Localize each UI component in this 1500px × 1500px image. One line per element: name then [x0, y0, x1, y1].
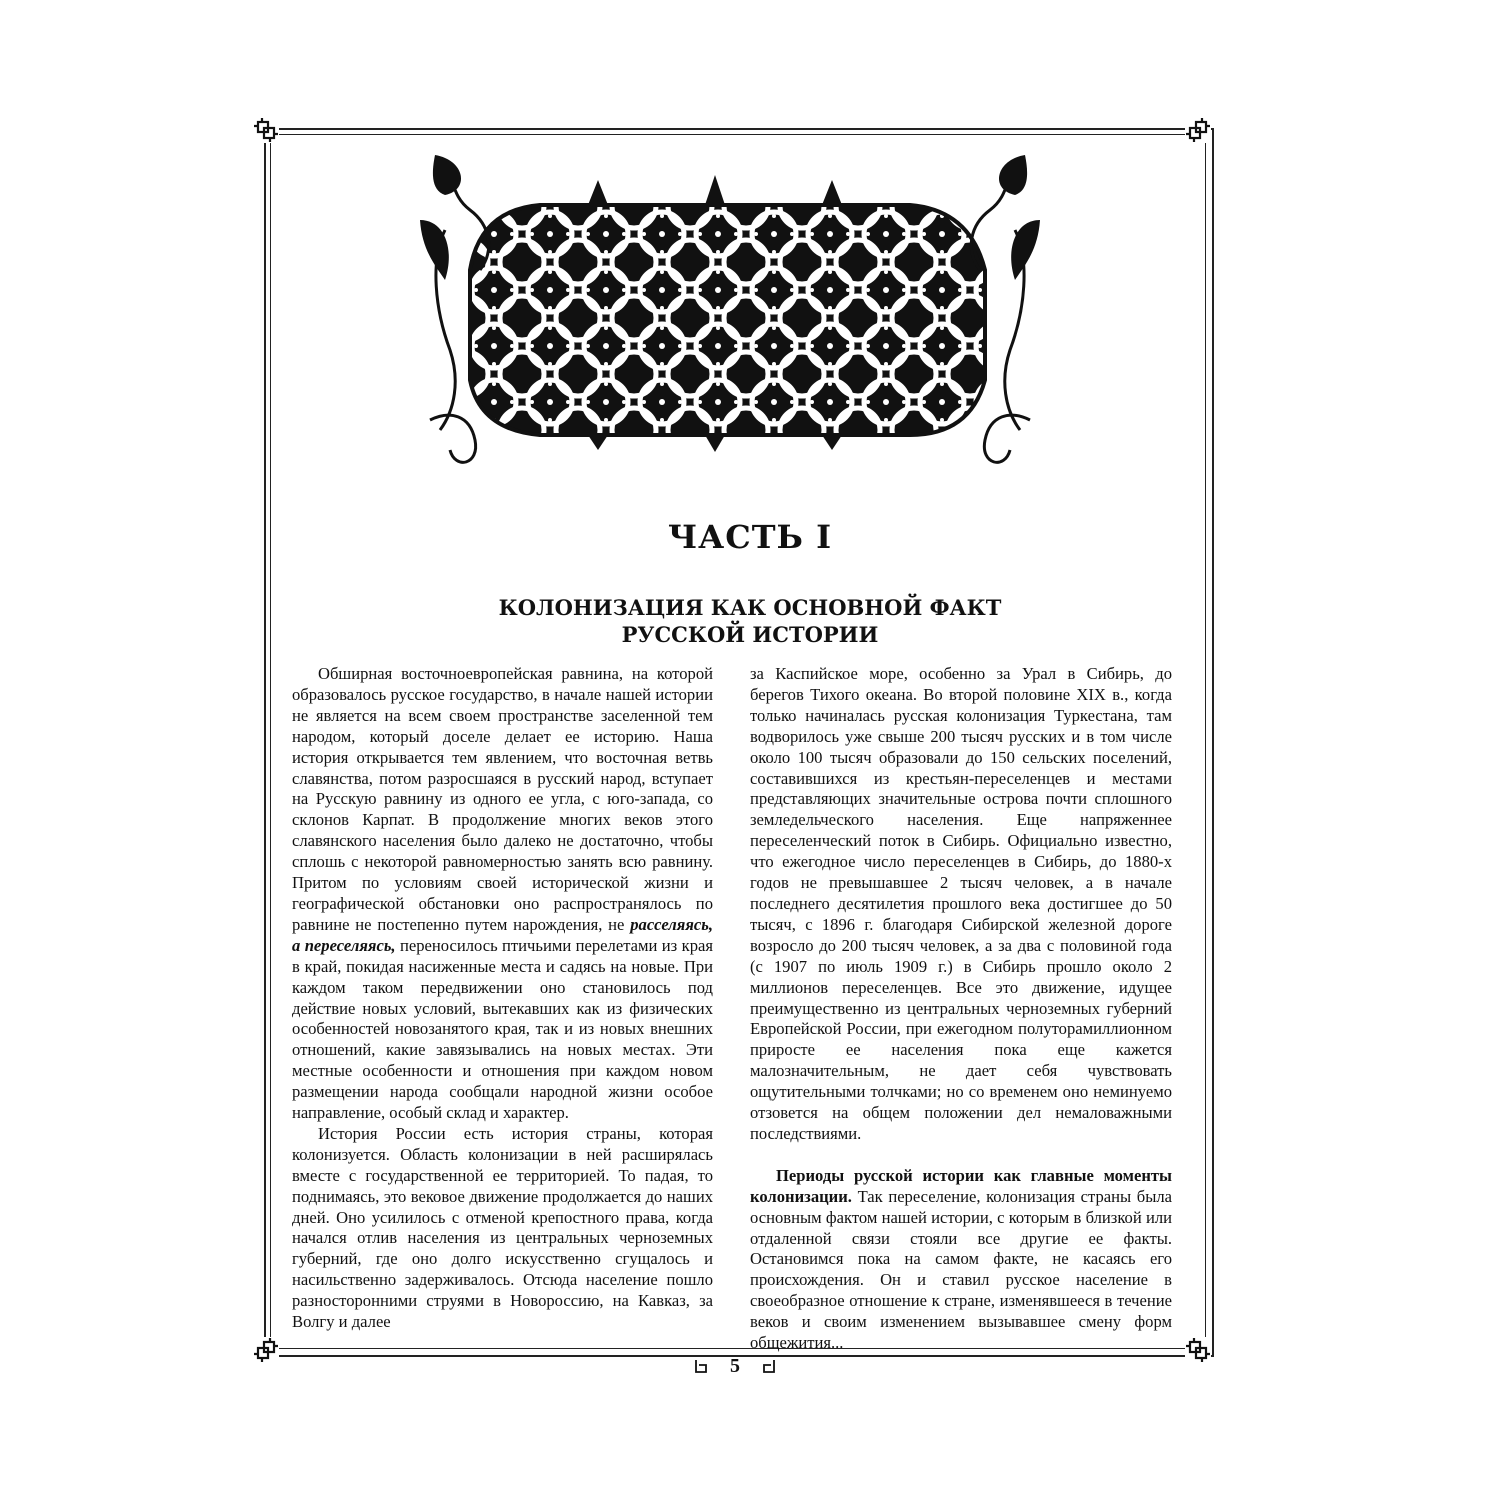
- part-title: ЧАСТЬ I: [667, 518, 833, 556]
- corner-knot-ornament: [1185, 1337, 1211, 1363]
- corner-knot-ornament: [253, 1337, 279, 1363]
- page-footer: [680, 1355, 790, 1381]
- corner-knot-ornament: [253, 117, 279, 143]
- chapter-title-line: КОЛОНИЗАЦИЯ КАК ОСНОВНОЙ ФАКТ: [498, 595, 1002, 620]
- paragraph-text: Обширная восточноевропейская равнина, на которой образовалось русское государство, в начале нашей истории не является на всем своем пространстве заселенной тем народом, который доселе делает ее историю. Наша история открывается тем явлением, что восточная ветвь славянства, потом разросшаяся в русский народ, вступает на Русскую равнину из одного ее угла, с юго-запада, со склонов Карпат. В продолжение многих веков этого славянского населения было далеко не достаточно, чтобы сплошь с некоторой равномерностью занять всю равнину. Притом по условиям своей исторической жизни и географической обстановки оно распространялось по равнине не постепенно путем нарождения, не: [292, 664, 713, 934]
- paragraph: за Каспийское море, особенно за Урал в Сибирь, до берегов Тихого океана. Во второй половине XIX в., когда только начиналась русская колонизация Туркестана, там водворилось уже свыше 200 тысяч русских и в том числе около 100 тысяч образовали до 150 сельских поселений, составившихся из крестьян-переселенцев и местами представляющих значительные острова почти сплошного земледельческого населения. Еще напряженнее переселенческий поток в Сибирь. Официально известно, что ежегодное число переселенцев в Сибирь, до 1880-х годов не превышавшее 2 тысяч человек, а в начале последнего десятилетия прошлого века достигшее до 50 тысяч, с 1896 г. благодаря Сибирской железной дороге возросло до 200 тысяч человек, а за два с половиной года (с 1907 по июль 1909 г.) в Сибирь прошло около 2 миллионов переселенцев. Все это движение, идущее преимущественно из центральных черноземных губерний Европейской России, при ежегодном полуторамиллионном приросте ее населения пока еще кажется малозначительным, не дает себя чувствовать ощутительными толчками; но со временем оно неминуемо отзовется на общем положении дел немаловажными последствиями.: [750, 664, 1172, 1143]
- chapter-title: [0, 594, 1500, 648]
- emphasized-text: расселяясь, а переселяясь,: [292, 914, 713, 955]
- footer-knot-icon: [694, 1359, 708, 1373]
- right-text-column: [750, 664, 1172, 1354]
- chapter-title-line: РУССКОЙ ИСТОРИИ: [621, 622, 879, 647]
- left-text-column: [292, 664, 713, 1333]
- page-number: 5: [730, 1355, 740, 1377]
- paragraph: История России есть история страны, которая колонизуется. Область колонизации в ней расширялась вместе с государственной ее территорией. То падая, то поднимаясь, это вековое движение продолжается до наших дней. Оно усилилось с отменой крепостного права, когда начался отлив населения из центральных черноземных губерний, где оно долго искусственно сгущалось и насильственно задерживалось. Отсюда население пошло разносторонними струями в Новороссию, на Кавказ, за Волгу и далее: [292, 1123, 713, 1332]
- corner-knot-ornament: [1185, 117, 1211, 143]
- paragraph-text: Так переселение, колонизация страны была основным фактом нашей истории, с которым в близкой или отдаленной связи стояли все другие ее факты. Остановимся пока на самом факте, не касаясь его происхождения. Он и ставил русское население в своеобразное отношение к стране, изменявшееся в течение веков и своим изменением вызывавшее смену форм общежития...: [750, 1186, 1172, 1353]
- section-heading-inline: Периоды русской истории как главные моменты колонизации.: [750, 1165, 1172, 1206]
- paragraph: [750, 1166, 1172, 1354]
- footer-knot-icon: [762, 1359, 776, 1373]
- paragraph-text: переносилось птичьими перелетами из края в край, покидая насиженные места и садясь на новые. При каждом таком передвижении оно становилось под действие новых условий, вытекавших как из физических особенностей новозанятого края, так и из новых внешних отношений, какие завязывались на новых местах. Эти местные особенности и отношения при каждом новом размещении народа сообщали народной жизни особое направление, особый склад и характер.: [292, 935, 713, 1123]
- paragraph: [292, 664, 713, 1124]
- interlace-headpiece-ornament: [410, 150, 1050, 495]
